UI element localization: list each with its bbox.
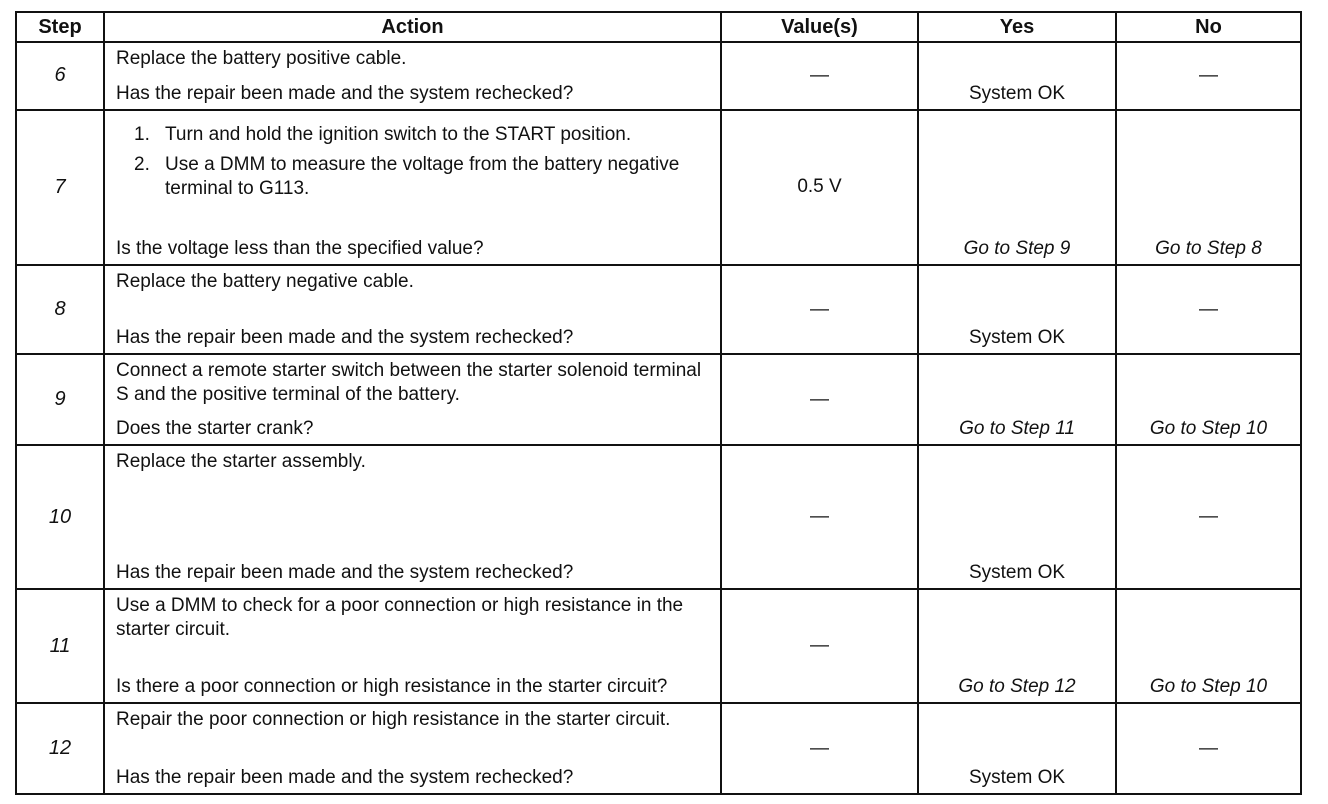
header-no: No [1116, 12, 1301, 42]
value-cell: — [810, 388, 829, 410]
action-question: Has the repair been made and the system rechecked? [116, 82, 574, 104]
step-number: 6 [54, 64, 66, 87]
table-row [16, 445, 1301, 589]
header-values: Value(s) [721, 12, 918, 42]
action-text: Replace the starter assembly. [116, 451, 366, 473]
value-cell: — [810, 737, 829, 759]
step-number: 9 [54, 388, 66, 411]
value-cell: — [810, 298, 829, 320]
yes-result: Go to Step 11 [959, 418, 1075, 440]
action-text: Connect a remote starter switch between the starter solenoid terminal S and the positive terminal of the battery. [116, 360, 702, 406]
no-result: Go to Step 10 [1149, 676, 1268, 698]
diagnostic-table [15, 11, 1302, 795]
yes-result: Go to Step 9 [963, 237, 1071, 259]
action-text: Repair the poor connection or high resistance in the starter circuit. [116, 709, 671, 731]
header-row [16, 12, 1301, 42]
action-question: Is the voltage less than the specified value? [116, 237, 484, 259]
action-question: Has the repair been made and the system rechecked? [116, 327, 574, 349]
action-text: Replace the battery positive cable. [116, 48, 407, 69]
action-text: Use a DMM to check for a poor connection or high resistance in the starter circuit. [116, 595, 684, 641]
yes-result: System OK [968, 562, 1066, 584]
action-text: Replace the battery negative cable. [116, 270, 414, 292]
action-steps-list [116, 123, 712, 201]
value-cell: 0.5 V [797, 176, 842, 198]
list-item: 1. Turn and hold the ignition switch to the START position. [134, 123, 632, 145]
step-number: 8 [54, 298, 66, 321]
no-result: — [1199, 298, 1218, 320]
table-row [16, 110, 1301, 265]
header-step: Step [16, 12, 104, 42]
yes-result: System OK [968, 767, 1066, 788]
action-question: Has the repair been made and the system rechecked? [116, 562, 574, 584]
value-cell: — [810, 64, 829, 86]
yes-result: Go to Step 12 [958, 676, 1076, 698]
step-number: 7 [54, 175, 66, 198]
action-question: Is there a poor connection or high resistance in the starter circuit? [116, 676, 668, 698]
table-row [16, 589, 1301, 703]
table-row [16, 354, 1301, 445]
no-result: — [1199, 506, 1218, 528]
no-result: Go to Step 10 [1149, 418, 1268, 440]
no-result: — [1199, 64, 1218, 86]
action-question: Has the repair been made and the system rechecked? [116, 767, 574, 788]
step-number: 11 [49, 634, 71, 657]
table-row [16, 42, 1301, 110]
no-result: Go to Step 8 [1155, 237, 1262, 259]
step-number: 12 [48, 737, 72, 760]
no-result: — [1199, 737, 1218, 759]
table-row [16, 703, 1301, 794]
action-question: Does the starter crank? [116, 418, 314, 440]
value-cell: — [810, 506, 829, 528]
yes-result: System OK [968, 82, 1066, 104]
header-action: Action [104, 12, 721, 42]
value-cell: — [810, 635, 829, 657]
list-item: 2. Use a DMM to measure the voltage from the battery negative terminal to G113. [134, 153, 680, 199]
header-yes: Yes [918, 12, 1116, 42]
table-row [16, 265, 1301, 355]
yes-result: System OK [968, 327, 1066, 349]
step-number: 10 [48, 505, 72, 528]
